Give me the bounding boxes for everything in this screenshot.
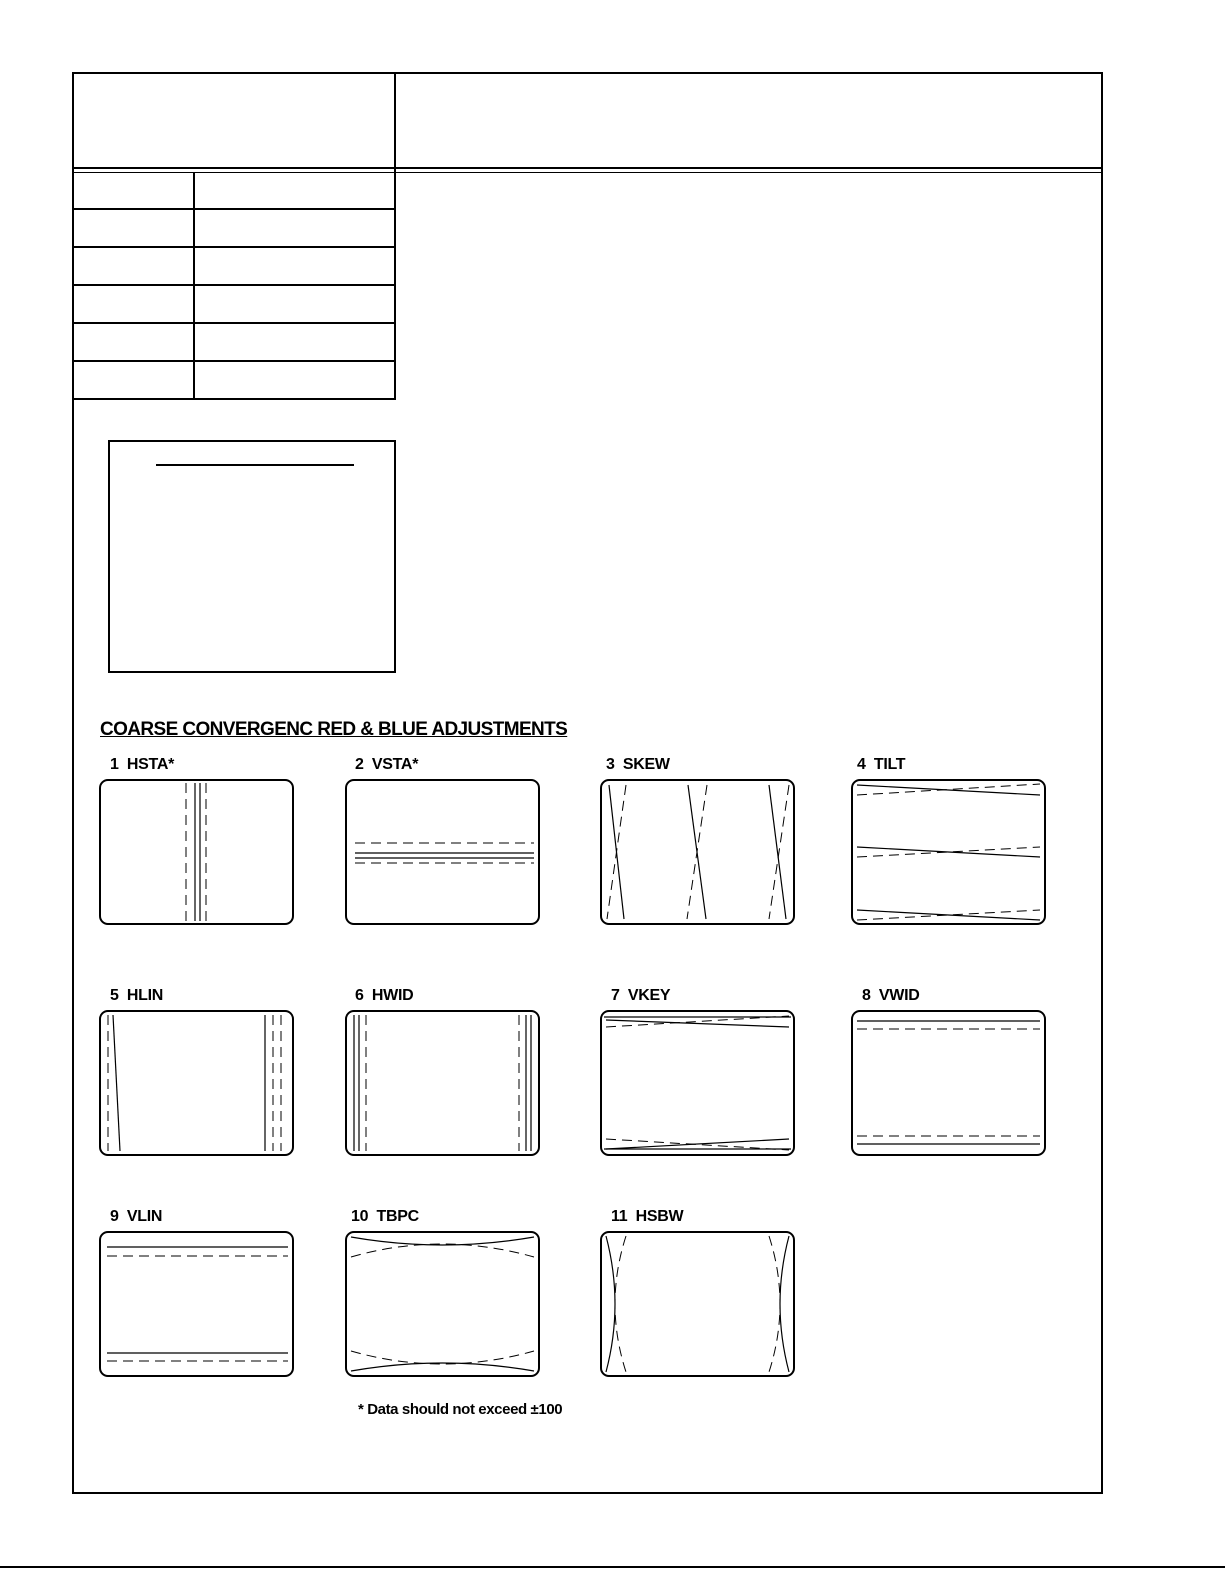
caption-vsta: 2 VSTA* — [355, 756, 419, 773]
header-column-divider — [394, 72, 396, 400]
caption-vwid: 8 VWID — [862, 987, 920, 1004]
vlin-pattern-icon — [99, 1231, 294, 1377]
skew-pattern-icon — [600, 779, 795, 925]
caption-tbpc: 10 TBPC — [351, 1208, 419, 1225]
caption-vlin: 9 VLIN — [110, 1208, 163, 1225]
tilt-pattern-icon — [851, 779, 1046, 925]
header-divider — [72, 167, 1103, 169]
caption-hsta: 1 HSTA* — [110, 756, 175, 773]
tbpc-pattern-icon — [345, 1231, 540, 1377]
caption-vkey: 7 VKEY — [611, 987, 671, 1004]
vsta-pattern-icon — [345, 779, 540, 925]
header-divider-double — [72, 172, 1103, 173]
section-title: COARSE CONVERGENC RED & BLUE ADJUSTMENTS — [100, 719, 568, 740]
hlin-pattern-icon — [99, 1010, 294, 1156]
hsbw-pattern-icon — [600, 1231, 795, 1377]
caption-hlin: 5 HLIN — [110, 987, 164, 1004]
caption-skew: 3 SKEW — [606, 756, 670, 773]
caption-hwid: 6 HWID — [355, 987, 414, 1004]
caption-tilt: 4 TILT — [857, 756, 906, 773]
note-box-title-rule — [156, 464, 354, 466]
footnote: * Data should not exceed ±100 — [358, 1401, 563, 1418]
note-box — [108, 440, 396, 673]
hwid-pattern-icon — [345, 1010, 540, 1156]
page-bottom-rule — [0, 1566, 1225, 1568]
caption-hsbw: 11 HSBW — [611, 1208, 684, 1225]
vwid-pattern-icon — [851, 1010, 1046, 1156]
vkey-pattern-icon — [600, 1010, 795, 1156]
hsta-pattern-icon — [99, 779, 294, 925]
